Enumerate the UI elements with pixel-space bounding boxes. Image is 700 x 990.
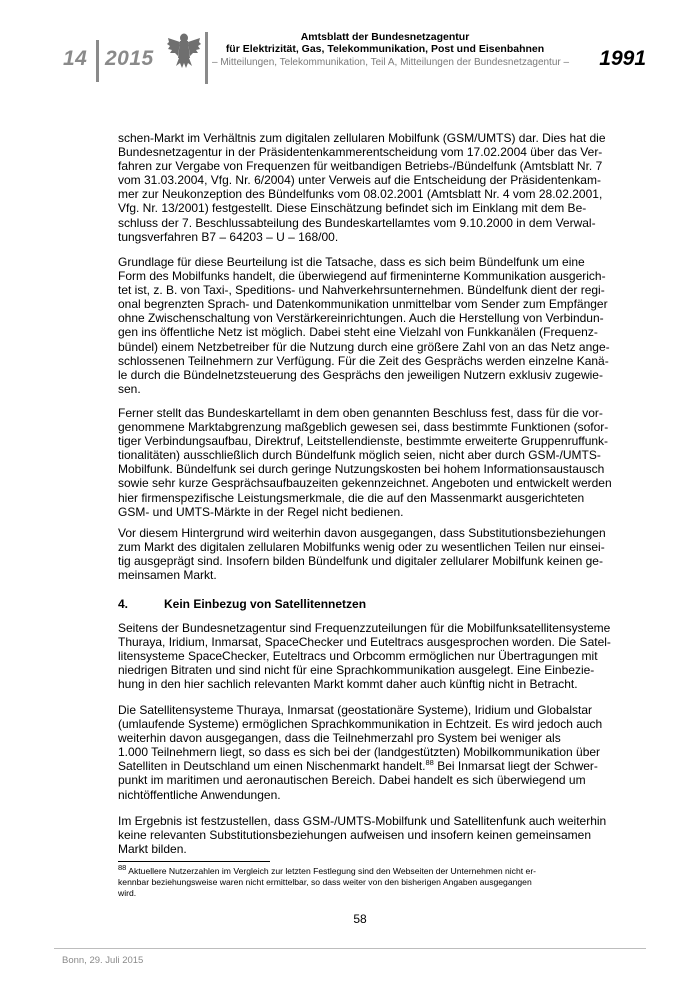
text-line: weiterhin davon ausgegangen, dass die Teilnehmerzahl pro System bei weniger als <box>118 731 561 746</box>
text-line: sowie sehr kurze Gesprächsaufbauzeiten gekennzeichnet. Angeboten und entwickelt werden <box>118 476 612 491</box>
issue-number: 14 <box>63 47 88 70</box>
gazette-page-number: 1991 <box>599 47 646 70</box>
text-line: le durch die Bündelnetzsteuerung des Gesprächs den jeweiligen Nutzern exklusiv zugewie- <box>118 367 603 382</box>
footnote-reference[interactable]: 88 <box>425 758 434 768</box>
text-line: hung in den hier sachlich relevanten Markt kommt daher auch künftig nicht in Betracht. <box>118 677 578 692</box>
text-line: Bundesnetzagentur in der Präsidentenkammerentscheidung vom 17.02.2004 über das Ver- <box>118 145 603 160</box>
footnote <box>118 863 598 899</box>
text-line: Vfg. Nr. 13/2001) festgestellt. Diese Einschätzung befindet sich im Einklang mit dem Be- <box>118 201 587 216</box>
text-line: vom 31.03.2004, Vfg. Nr. 6/2004) unter Verweis auf die Entscheidung der Präsidentenkam- <box>118 173 601 188</box>
footnote-line: wird. <box>118 888 137 898</box>
text-line: schen-Markt im Verhältnis zum digitalen zellularen Mobilfunk (GSM/UMTS) dar. Dies hat die <box>118 131 606 145</box>
text-line: Markt bilden. <box>118 842 187 857</box>
paragraph-6 <box>118 703 603 802</box>
footer-divider <box>54 948 646 949</box>
text-line: ohne Zwischenschaltung von Verstärkereinrichtungen. Auch die Herstellung von Verbindun- <box>118 311 604 326</box>
text-line: keine relevanten Substitutionsbeziehungen aufweisen und insofern keinen gemeinsamen <box>118 828 591 843</box>
text-segment: Satelliten in Deutschland um einen Nischenmarkt handelt. <box>118 759 426 774</box>
header-divider-right <box>205 32 208 84</box>
text-line: sen. <box>118 381 141 396</box>
section-number: 4. <box>118 597 129 611</box>
text-line: genommene Marktabgrenzung maßgeblich gewesen sei, dass bestimmte Funktionen (sofor- <box>118 420 609 435</box>
gazette-section: – Mitteilungen, Telekommunikation, Teil A, Mitteilungen der Bundesnetzagentur – <box>212 57 570 68</box>
text-line: schluss der 7. Beschlussabteilung des Bundeskartellamtes vom 9.10.2000 in dem Verwal- <box>118 215 596 230</box>
paragraph-3 <box>118 406 612 519</box>
text-line: bündel) einem Netzbetreiber für die Nutzung durch eine größere Zahl von an das Netz ange- <box>118 339 610 354</box>
text-line: zum Markt des digitalen zellularen Mobilfunks wenig oder zu wesentlichen Teilen nur einsei- <box>118 540 605 555</box>
text-line: Im Ergebnis ist festzustellen, dass GSM-/UMTS-Mobilfunk und Satellitenfunk auch weiterhin <box>118 814 607 828</box>
text-line: onal begrenzten Sprach- und Datenkommunikation unmittelbar vom Sender zum Empfänger <box>118 297 608 312</box>
paragraph-5 <box>118 621 611 692</box>
text-segment: Aktuellere Nutzerzahlen im Vergleich zur letzten Festlegung sind den Webseiten der Unternehmen nicht er- <box>126 866 537 876</box>
text-line: Seitens der Bundesnetzagentur sind Frequenzzuteilungen für die Mobilfunksatellitensysteme <box>118 621 611 635</box>
text-line: fahren zur Vergabe von Frequenzen für weitbandigen Betriebs-/Bündelfunk (Amtsblatt Nr. 7 <box>118 159 603 174</box>
document-page-number: 58 <box>353 912 367 926</box>
text-line: tiger Verbindungsaufbau, Direktruf, Leitstellendienste, bestimmte erweiterte Gruppenruffunk- <box>118 434 609 449</box>
text-line: Mobilfunk. Bündelfunk sei durch geringe Nutzungskosten bei hohem Informationsaustausch <box>118 462 605 477</box>
paragraph-7 <box>118 814 607 857</box>
text-line: mer zur Neukonzeption des Bündelfunks vom 08.02.2001 (Amtsblatt Nr. 4 vom 28.02.2001, <box>118 187 603 202</box>
text-line: GSM- und UMTS-Märkte in der Regel nicht bedienen. <box>118 504 404 519</box>
text-line: hier firmenspezifische Leistungsmerkmale, die die auf den Massenmarkt ausgerichteten <box>118 490 585 505</box>
text-line: Thuraya, Iridium, Inmarsat, SpaceChecker und Euteltracs ausgesprochen worden. Die Satel- <box>118 635 611 650</box>
footnote-marker: 88 <box>118 863 127 873</box>
header-divider-left <box>96 40 99 82</box>
text-segment: Bei Inmarsat liegt der Schwer- <box>433 759 598 774</box>
footer-date: Bonn, 29. Juli 2015 <box>62 955 144 966</box>
text-line: gen ins öffentliche Netz ist möglich. Dabei steht eine Vielzahl von Funkkanälen (Frequenz- <box>118 325 598 340</box>
text-line: schlossenen Teilnehmern zur Verfügung. Für die Zeit des Gesprächs werden einzelne Kanä- <box>118 353 609 368</box>
text-line: litensysteme SpaceChecker, Euteltracs und Orbcomm ermöglichen nur Übertragungen mit <box>118 649 598 664</box>
text-line: Ferner stellt das Bundeskartellamt in dem oben genannten Beschluss fest, dass für die vor- <box>118 406 603 420</box>
text-line: 1.000 Teilnehmern liegt, so dass es sich bei der (landgestützten) Mobilkommunikation über <box>118 745 601 760</box>
issue-year: 2015 <box>105 47 154 70</box>
gazette-subtitle: für Elektrizität, Gas, Telekommunikation, Post und Eisenbahnen <box>225 43 545 55</box>
text-line: punkt im maritimen und aeronautischen Bereich. Dabei handelt es sich überwiegend um <box>118 773 586 788</box>
gazette-title: Amtsblatt der Bundesnetzagentur <box>300 31 470 43</box>
paragraph-1 <box>118 131 606 244</box>
text-line: Vor diesem Hintergrund wird weiterhin davon ausgegangen, dass Substitutionsbeziehungen <box>118 526 606 540</box>
paragraph-4 <box>118 526 606 583</box>
text-line: tionalitäten) ausschließlich durch Bündelfunk möglich seien, nicht aber durch GSM-/UMTS- <box>118 448 601 463</box>
footnote-line <box>118 863 598 877</box>
text-line: Grundlage für diese Beurteilung ist die Tatsache, dass es sich beim Bündelfunk um eine <box>118 255 585 269</box>
text-line: niedrigen Bitraten und sind nicht für eine Sprachkommunikation ausgelegt. Eine Einbezie- <box>118 663 595 678</box>
text-line: meinsamen Markt. <box>118 568 217 583</box>
footnote-separator <box>118 861 270 862</box>
text-line: Die Satellitensysteme Thuraya, Inmarsat (geostationäre Systeme), Iridium und Globalstar <box>118 703 592 717</box>
section-title: Kein Einbezug von Satellitennetzen <box>164 597 367 611</box>
text-line: Form des Mobilfunks handelt, die überwiegend auf firmeninterne Kommunikation ausgerich- <box>118 269 606 284</box>
paragraph-2 <box>118 255 610 396</box>
text-line: (umlaufende Systeme) ermöglichen Sprachkommunikation in Echtzeit. Es wird jedoch auch <box>118 717 603 732</box>
footnote-line: kennbar beziehungsweise waren nicht ermittelbar, so dass weiter von den bisherigen Angaben ausgegangen <box>118 877 532 887</box>
text-line-with-footnote <box>118 758 598 774</box>
text-line: tig ausgeprägt sind. Insofern bilden Bündelfunk und digitaler zellularer Mobilfunk keinen ge- <box>118 554 603 569</box>
text-line: tungsverfahren B7 – 64203 – U – 168/00. <box>118 229 339 244</box>
text-line: tet ist, z. B. von Taxi-, Speditions- und Nahverkehrsunternehmen. Bündelfunk dient der regi- <box>118 283 605 298</box>
federal-eagle-icon <box>166 30 202 70</box>
text-line: nichtöffentliche Anwendungen. <box>118 787 281 802</box>
